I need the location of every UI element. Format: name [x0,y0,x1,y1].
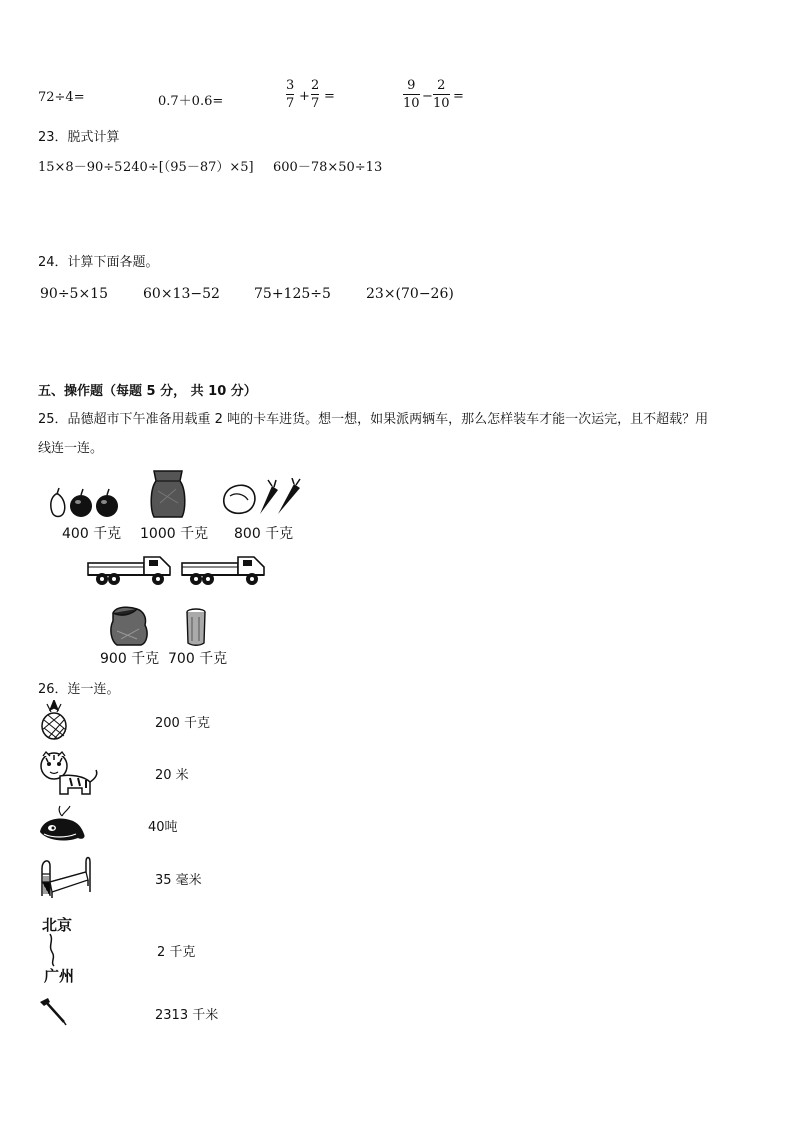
q23-expr-3: 600－78×50÷13 [273,160,383,175]
truck-icon [86,551,173,587]
goods-label-1000kg: 1000 千克 [140,526,209,542]
truck-icon [180,551,267,587]
minus-sign: − [422,89,433,104]
q24-expr-4: 23×(70−26) [366,286,454,302]
goods-label-900kg: 900 千克 [100,651,160,667]
sack-icon [148,467,188,519]
bin-icon [184,607,208,647]
question-25-text-line1: 25．品德超市下午准备用载重 2 吨的卡车进货。想一想，如果派两辆车，那么怎样装车才能一次运完，且不超载？用 [38,412,709,427]
goods-label-800kg: 800 千克 [234,526,294,542]
plus-sign: + [299,89,310,104]
goods-label-700kg: 700 千克 [168,651,228,667]
q26-label-40t: 40吨 [148,820,178,835]
expr-decimal-add: 0.7＋0.6= [158,94,224,109]
nail-icon [38,996,68,1026]
fraction-2-7: 2 7 [311,78,320,111]
section-5-title: 五、操作题（每题 5 分， 共 10 分） [38,384,257,399]
q23-expr-2: 240÷[（95－87）×5] [123,160,254,175]
question-24-title: 24．计算下面各题。 [38,255,159,270]
open-sack-icon [107,603,153,647]
q26-label-200kg: 200 千克 [155,716,210,731]
question-26-title: 26．连一连。 [38,682,120,697]
q26-label-2kg: 2 千克 [157,945,196,960]
fruit-icon [46,486,122,520]
q24-expr-3: 75+125÷5 [254,286,331,302]
map-label-beijing: 北京 [42,916,73,934]
q23-expr-1: 15×8－90÷5 [38,160,123,175]
fraction-2-10: 2 10 [433,78,450,111]
pineapple-icon [38,700,70,740]
question-25-text-line2: 线连一连。 [38,441,104,456]
goods-label-400kg: 400 千克 [62,526,122,542]
equals-sign: = [324,89,335,104]
map-label-guangzhou: 广州 [44,967,75,985]
q26-label-20m: 20 米 [155,768,189,783]
tiger-icon [38,750,100,798]
q26-label-2313km: 2313 千米 [155,1008,219,1023]
map-route-icon [44,932,74,968]
fraction-9-10: 9 10 [403,78,420,111]
q26-label-35mm: 35 毫米 [155,873,202,888]
q24-expr-1: 90÷5×15 [40,286,108,302]
question-23-title: 23．脱式计算 [38,130,120,145]
fraction-3-7: 3 7 [286,78,295,111]
bed-icon [38,852,92,898]
equals-sign: = [453,89,464,104]
vegetable-icon [220,478,302,518]
whale-icon [38,804,88,844]
q24-expr-2: 60×13−52 [143,286,220,302]
expr-72-div-4: 72÷4= [38,90,85,105]
